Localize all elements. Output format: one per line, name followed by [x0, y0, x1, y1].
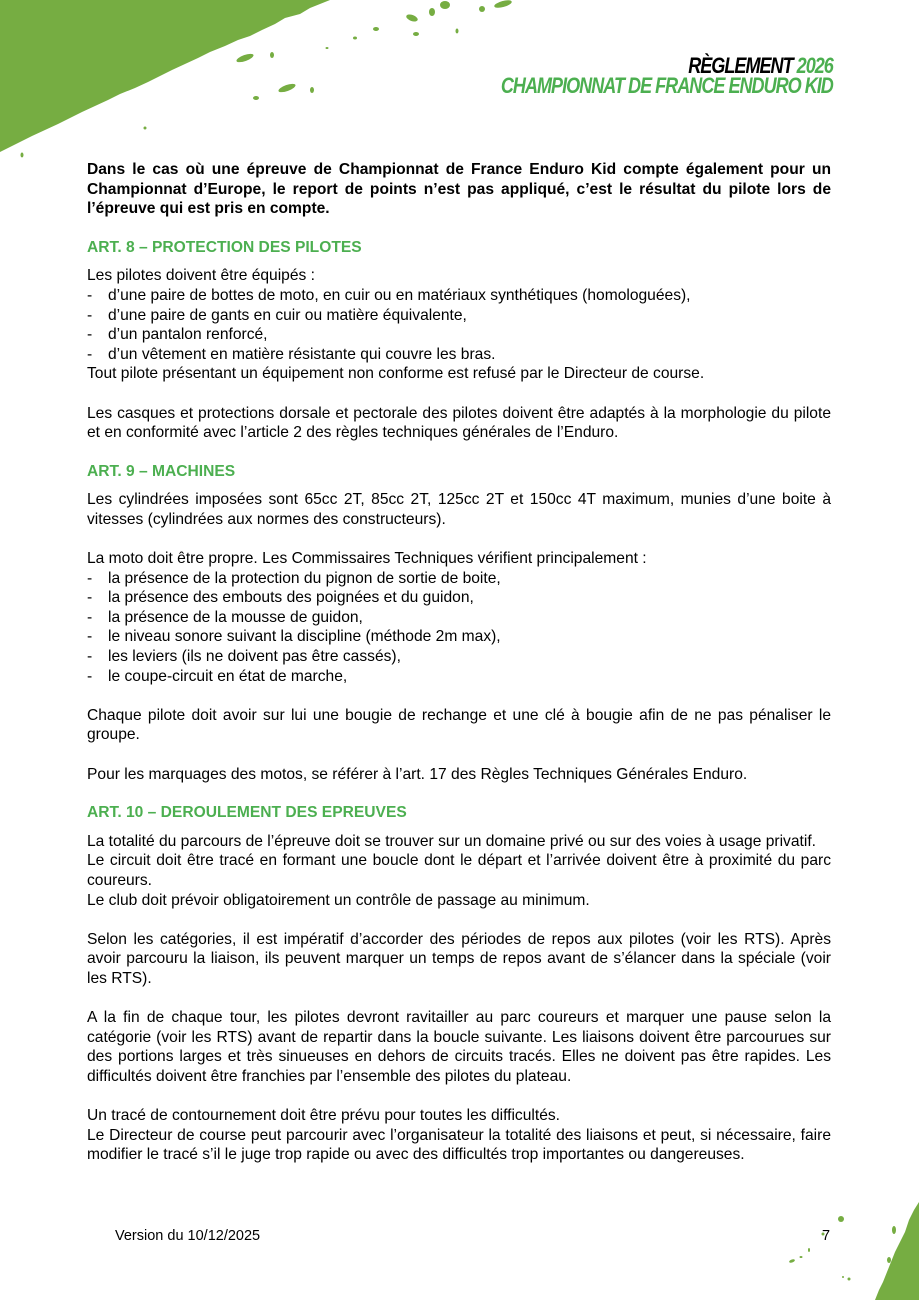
art10-line: Le club doit prévoir obligatoirement un contrôle de passage au minimum.: [87, 891, 590, 909]
green-splash-decoration-bottom: [739, 1190, 919, 1300]
list-item: - d’une paire de gants en cuir ou matière équivalente,: [87, 306, 467, 324]
list-item: - la présence de la protection du pignon de sortie de boite,: [87, 569, 501, 587]
intro-paragraph: Dans le cas où une épreuve de Championnat de France Enduro Kid compte également pour un Championnat d’Europe, le report de points n’est pas appliqué, c’est le résultat du pilote lors de l’épreuve qui est pris en compte.: [87, 161, 831, 218]
art8-equipment-list: [87, 286, 831, 364]
art8-lead: Les pilotes doivent être équipés :: [87, 267, 315, 285]
art9-paragraph-3: Pour les marquages des motos, se référer à l’art. 17 des Règles Techniques Générales Enduro.: [87, 765, 748, 783]
art10-line: Le Directeur de course peut parcourir avec l’organisateur la totalité des liaisons et peut, si nécessaire, faire modifier le tracé s’il le juge trop rapide ou avec des difficultés trop importantes ou dangereuses.: [87, 1126, 831, 1164]
art10-paragraph-2: Selon les catégories, il est impératif d’accorder des périodes de repos aux pilotes (voir les RTS). Après avoir parcouru la liaison, ils peuvent marquer un temps de repos avant de s’élancer dans la spéciale (voir les RTS).: [87, 930, 831, 987]
art10-line: Le circuit doit être tracé en formant une boucle dont le départ et l’arrivée doivent être à proximité du parc coureurs.: [87, 852, 831, 889]
art8-paragraph-2: Les casques et protections dorsale et pectorale des pilotes doivent être adaptés à la morphologie du pilote et en conformité avec l’article 2 des règles techniques générales de l’Enduro.: [87, 404, 831, 442]
art9-checks-list: [87, 569, 831, 687]
document-brand-header: [501, 53, 833, 98]
brand-title-word: RÈGLEMENT: [688, 53, 793, 78]
list-item: - les leviers (ils ne doivent pas être cassés),: [87, 648, 401, 666]
list-item: - la présence des embouts des poignées et du guidon,: [87, 589, 474, 607]
list-item: - le coupe-circuit en état de marche,: [87, 667, 348, 685]
green-splash-decoration-top: [0, 0, 540, 165]
art8-after-list: Tout pilote présentant un équipement non conforme est refusé par le Directeur de course.: [87, 365, 705, 383]
art9-lead: La moto doit être propre. Les Commissaires Techniques vérifient principalement :: [87, 550, 647, 568]
list-item: - d’une paire de bottes de moto, en cuir ou en matériaux synthétiques (homologuées),: [87, 286, 691, 304]
art9-paragraph-1: Les cylindrées imposées sont 65cc 2T, 85cc 2T, 125cc 2T et 150cc 4T maximum, munies d’une boite à vitesses (cylindrées aux normes des constructeurs).: [87, 491, 831, 528]
list-item: - le niveau sonore suivant la discipline (méthode 2m max),: [87, 628, 501, 646]
brand-subtitle: CHAMPIONNAT DE FRANCE ENDURO KID: [501, 73, 833, 98]
art9-paragraph-2: Chaque pilote doit avoir sur lui une bougie de rechange et une clé à bougie afin de ne pas pénaliser le groupe.: [87, 706, 831, 744]
section-heading-art8: ART. 8 – PROTECTION DES PILOTES: [87, 238, 362, 256]
section-heading-art10: ART. 10 – DEROULEMENT DES EPREUVES: [87, 804, 407, 822]
art10-line: La totalité du parcours de l’épreuve doit se trouver sur un domaine privé ou sur des voies à usage privatif.: [87, 832, 816, 850]
document-body: [87, 160, 831, 1165]
art10-line: Un tracé de contournement doit être prévu pour toutes les difficultés.: [87, 1107, 560, 1125]
list-item: - d’un vêtement en matière résistante qui couvre les bras.: [87, 345, 496, 363]
section-heading-art9: ART. 9 – MACHINES: [87, 462, 236, 480]
art10-paragraph-3: A la fin de chaque tour, les pilotes devront ravitailler au parc coureurs et marquer une pause selon la catégorie (voir les RTS) avant de repartir dans la boucle suivante. Les liaisons doivent être parcourues sur des portions larges et très sinueuses en dehors de circuits tracés. Elles ne doivent pas être rapides. Les difficultés doivent être franchies par l’ensemble des pilotes du plateau.: [87, 1009, 831, 1085]
page-number: 7: [822, 1228, 831, 1244]
brand-title-year: 2026: [796, 53, 833, 78]
list-item: - la présence de la mousse de guidon,: [87, 608, 363, 626]
footer-version: Version du 10/12/2025: [115, 1228, 261, 1244]
list-item: - d’un pantalon renforcé,: [87, 326, 268, 344]
